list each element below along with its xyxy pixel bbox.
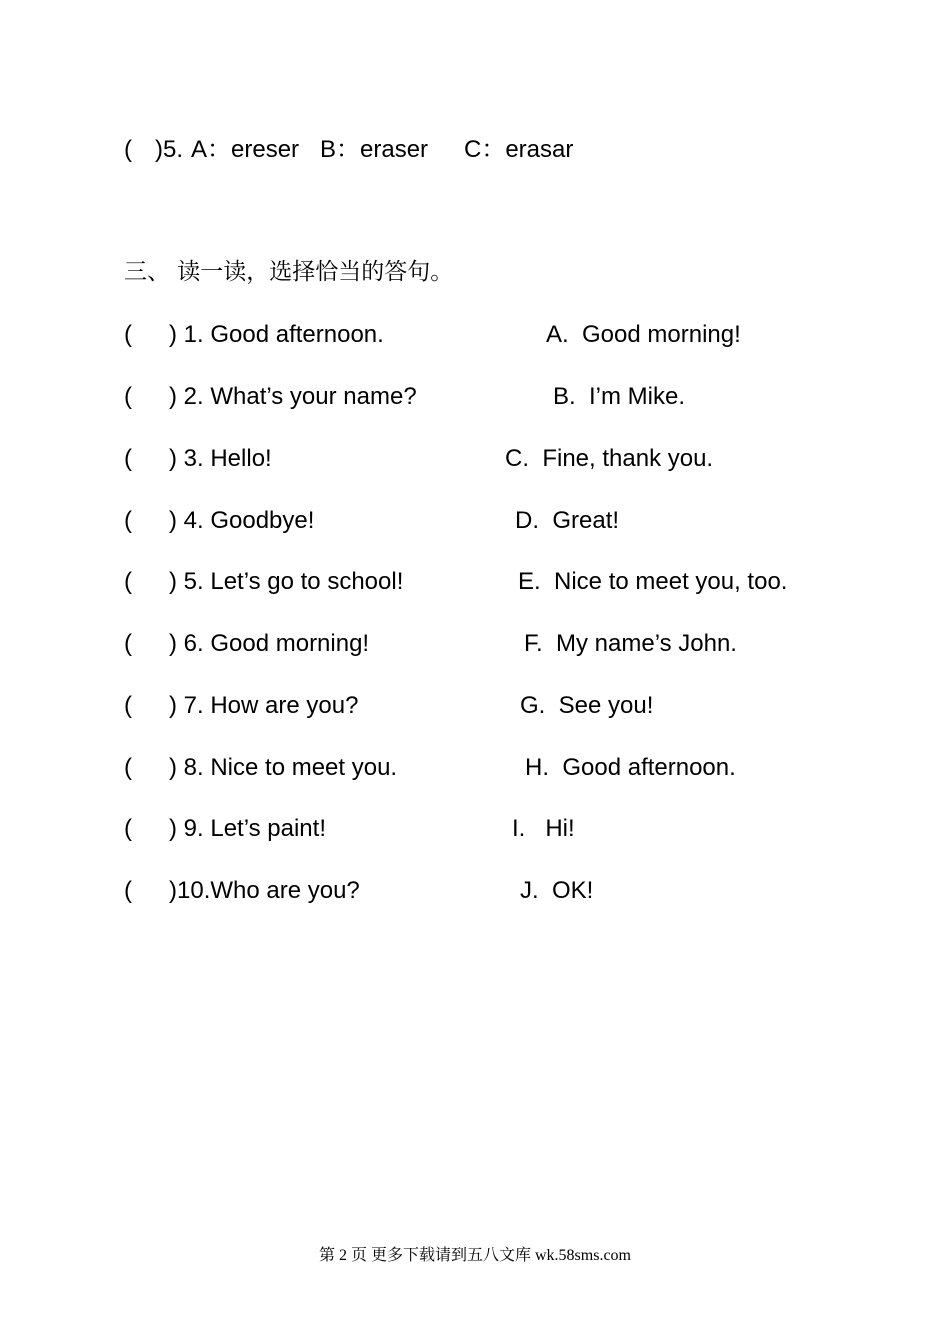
answer-paren: (	[124, 321, 132, 348]
page-footer: 第 2 页 更多下载请到五八文库 wk.58sms.com	[318, 1247, 631, 1264]
answer-paren: (	[124, 136, 132, 163]
choice-h: H. Good afternoon.	[525, 754, 736, 781]
choice-e: E. Nice to meet you, too.	[518, 568, 788, 595]
answer-paren: (	[124, 568, 132, 595]
choice-f: F. My name’s John.	[524, 630, 737, 657]
item-number: )5.	[155, 136, 184, 163]
choice-g: G. See you!	[520, 692, 654, 719]
question-6: ) 6. Good morning!	[169, 630, 370, 657]
answer-paren: (	[124, 445, 132, 472]
question-3: ) 3. Hello!	[169, 445, 272, 472]
choice-j: J. OK!	[520, 877, 594, 904]
answer-paren: (	[124, 754, 132, 781]
choice-b: B. I’m Mike.	[553, 383, 686, 410]
section-heading: 三、 读一读，选择恰当的答句。	[124, 259, 454, 285]
choice-c: C. Fine, thank you.	[505, 445, 714, 472]
option-a: A：ereser	[191, 136, 300, 163]
answer-paren: (	[124, 630, 132, 657]
answer-paren: (	[124, 815, 132, 842]
question-8: ) 8. Nice to meet you.	[169, 754, 398, 781]
option-b: B：eraser	[320, 136, 429, 163]
option-c: C：erasar	[464, 136, 574, 163]
question-4: ) 4. Goodbye!	[169, 507, 315, 534]
question-10: )10.Who are you?	[169, 877, 360, 904]
question-1: ) 1. Good afternoon.	[169, 321, 384, 348]
answer-paren: (	[124, 692, 132, 719]
choice-d: D. Great!	[515, 507, 620, 534]
answer-paren: (	[124, 383, 132, 410]
answer-paren: (	[124, 877, 132, 904]
question-5: ) 5. Let’s go to school!	[169, 568, 404, 595]
choice-a: A. Good morning!	[546, 321, 741, 348]
question-2: ) 2. What’s your name?	[169, 383, 417, 410]
answer-paren: (	[124, 507, 132, 534]
question-7: ) 7. How are you?	[169, 692, 359, 719]
choice-i: I. Hi!	[512, 815, 575, 842]
question-9: ) 9. Let’s paint!	[169, 815, 326, 842]
